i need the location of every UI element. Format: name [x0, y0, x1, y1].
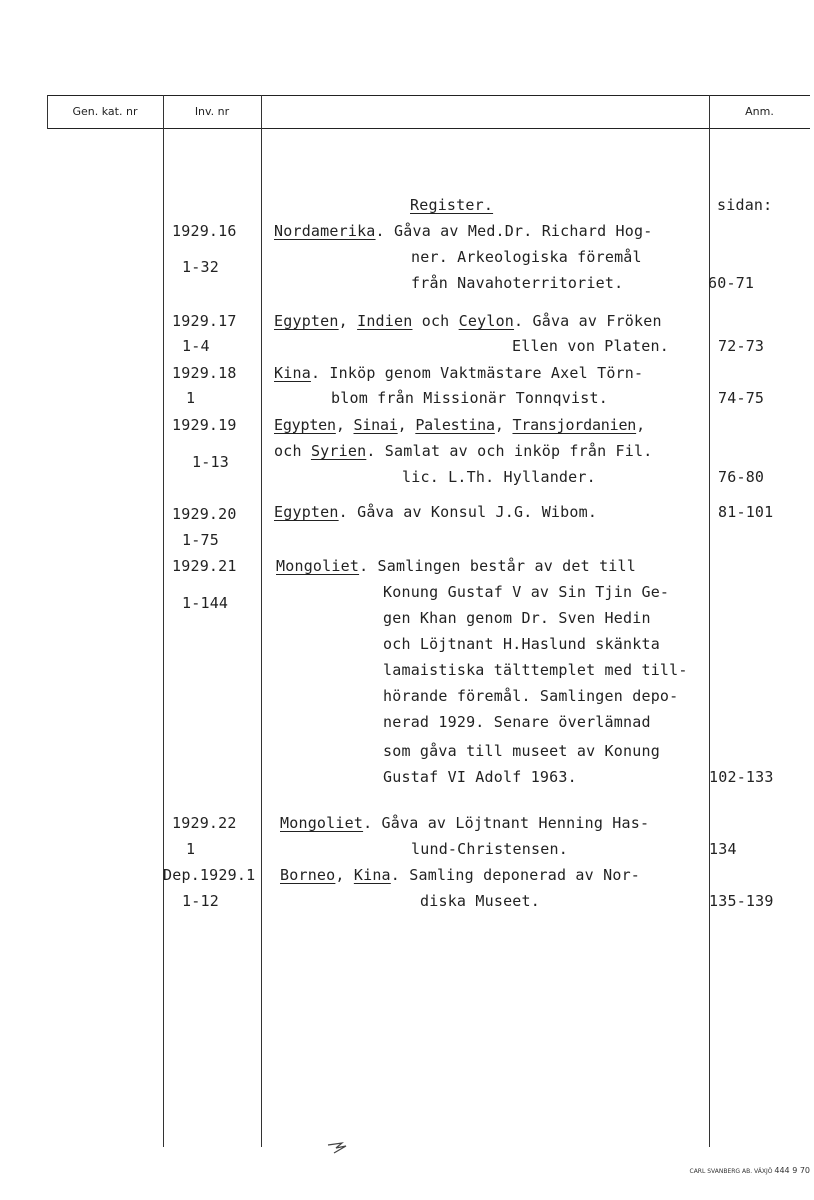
column-divider-2 — [261, 95, 262, 1147]
entry-line: Nordamerika. Gåva av Med.Dr. Richard Hog- — [274, 222, 653, 240]
object-range: 1-75 — [182, 531, 219, 549]
entry-line: lund-Christensen. — [411, 840, 568, 858]
entry-line: Borneo, Kina. Samling deponerad av Nor- — [280, 866, 641, 884]
column-divider-1 — [163, 95, 164, 1147]
column-header-gen-kat: Gen. kat. nr — [72, 105, 138, 118]
form-number: 444 9 70 — [774, 1166, 810, 1175]
entry-line: Kina. Inköp genom Vaktmästare Axel Törn- — [274, 364, 644, 382]
inventory-number: 1929.17 — [172, 312, 237, 330]
region-name: Mongoliet — [276, 557, 360, 575]
region-name: Kina — [353, 866, 391, 884]
entry-line: hörande föremål. Samlingen depo- — [383, 687, 679, 705]
printer-footer — [665, 1166, 810, 1175]
page-reference: 60-71 — [708, 274, 755, 292]
inventory-number: 1929.22 — [172, 814, 237, 832]
entry-line: Gustaf VI Adolf 1963. — [383, 768, 577, 786]
page-reference: 76-80 — [718, 468, 765, 486]
region-name: Egypten — [274, 312, 339, 330]
entry-line: diska Museet. — [420, 892, 540, 910]
region-name: Ceylon — [458, 312, 515, 330]
inventory-number: 1929.20 — [172, 505, 237, 523]
entry-line: Konung Gustaf V av Sin Tjin Ge- — [383, 583, 670, 601]
printer-name: CARL SVANBERG AB. VÄXJÖ — [689, 1168, 773, 1175]
inventory-number: Dep.1929.1 — [163, 866, 256, 884]
entry-line: från Navahoterritoriet. — [411, 274, 624, 292]
region-name: Kina — [274, 364, 311, 382]
column-divider-3 — [709, 95, 710, 1147]
region-name: Syrien — [310, 442, 367, 460]
entry-line: Egypten. Gåva av Konsul J.G. Wibom. — [274, 503, 598, 521]
entry-line: ner. Arkeologiska föremål — [411, 248, 642, 266]
entry-line: Mongoliet. Gåva av Löjtnant Henning Has- — [280, 814, 650, 832]
object-range: 1 — [186, 389, 196, 407]
object-range: 1-4 — [182, 337, 210, 355]
page-reference: 81-101 — [718, 503, 774, 521]
inventory-number: 1929.16 — [172, 222, 237, 240]
region-name: Egypten — [274, 503, 339, 521]
inventory-number: 1929.21 — [172, 557, 237, 575]
page-reference: 135-139 — [709, 892, 774, 910]
entry-line: Ellen von Platen. — [512, 337, 669, 355]
entry-line: Mongoliet. Samlingen består av det till — [276, 557, 637, 575]
entry-line: nerad 1929. Senare överlämnad — [383, 713, 651, 731]
page-reference: 134 — [709, 840, 737, 858]
region-name: Indien — [357, 312, 413, 330]
pen-mark — [326, 1140, 350, 1156]
pages-heading: sidan: — [717, 196, 773, 214]
object-range: 1-32 — [182, 258, 219, 276]
header-bottom-rule — [47, 128, 810, 129]
column-header-anm: Anm. — [745, 105, 774, 118]
page-reference: 74-75 — [718, 389, 765, 407]
inventory-number: 1929.18 — [172, 364, 237, 382]
inventory-number: 1929.19 — [172, 416, 237, 434]
object-range: 1-144 — [182, 594, 229, 612]
entry-line: blom från Missionär Tonnqvist. — [331, 389, 608, 407]
entry-line: lamaistiska tälttemplet med till- — [383, 661, 688, 679]
entry-line: och Syrien. Samlat av och inköp från Fil. — [274, 442, 653, 460]
register-title: Register. — [410, 196, 494, 214]
region-name: Palestina — [415, 416, 495, 434]
object-range: 1-12 — [182, 892, 219, 910]
entry-line: och Löjtnant H.Haslund skänkta — [383, 635, 660, 653]
entry-line: gen Khan genom Dr. Sven Hedin — [383, 609, 651, 627]
region-name: Sinai — [353, 416, 398, 434]
entry-line: Egypten, Sinai, Palestina, Transjordanien, — [274, 416, 645, 434]
entry-line: lic. L.Th. Hyllander. — [402, 468, 596, 486]
region-name: Borneo — [280, 866, 336, 884]
entry-line: som gåva till museet av Konung — [383, 742, 660, 760]
page-reference: 72-73 — [718, 337, 765, 355]
region-name: Mongoliet — [280, 814, 364, 832]
region-name: Nordamerika — [274, 222, 376, 240]
object-range: 1-13 — [192, 453, 229, 471]
region-name: Egypten — [274, 416, 336, 434]
object-range: 1 — [186, 840, 196, 858]
page-reference: 102-133 — [709, 768, 774, 786]
region-name: Transjordanien — [512, 416, 637, 434]
column-header-inv: Inv. nr — [194, 105, 230, 118]
entry-line: Egypten, Indien och Ceylon. Gåva av Fröken — [274, 312, 662, 330]
